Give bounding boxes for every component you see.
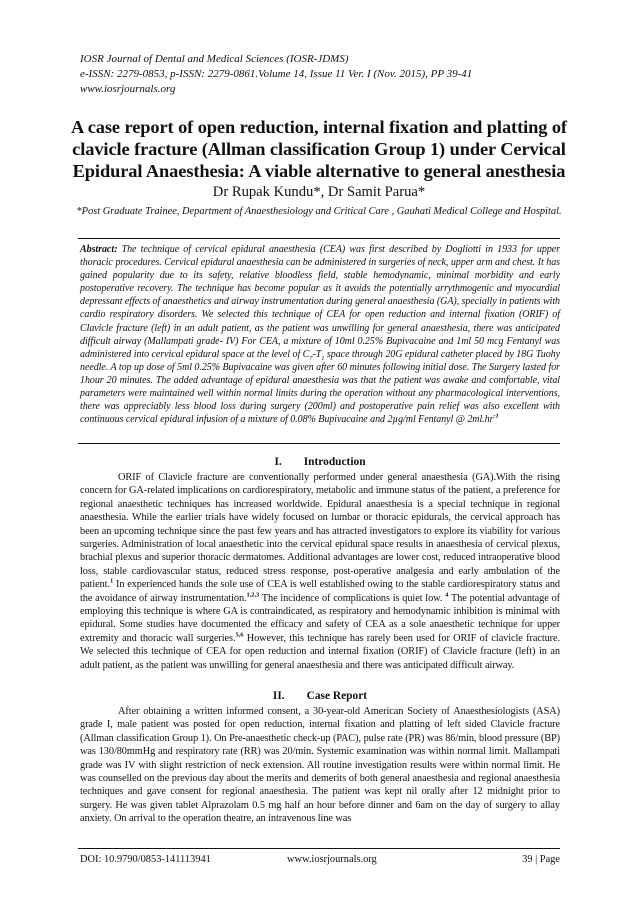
citation: 4 — [445, 591, 449, 599]
abstract — [80, 243, 560, 426]
journal-issn: e-ISSN: 2279-0853, p-ISSN: 2279-0861.Volume 14, Issue 11 Ver. I (Nov. 2015), PP 39-41 — [80, 68, 473, 80]
footer-divider — [78, 848, 560, 849]
abstract-text-2: -T — [312, 348, 322, 360]
section-number: I. — [274, 456, 282, 468]
introduction-paragraph: ORIF of Clavicle fracture are conventionally performed under general anaesthesia (GA).With the rising concern for GA-related implications on cardiorespiratory, metabolic and immune status of the patient, a preference for regional anaesthetic techniques has increased worldwide. Epidural anaesthesia is a special technique in regional anaesthesia. While the earlier trials have widely focused on lumbar or thoracic epidurals, the cervical approach has been an upcoming technique since the past few years and has attracted investigators to explore its viability for various surgeries. Administration of local anaesthetic into the cervical epidural space results in anaesthesia of cervical plexus, brachial plexus and superior thoracic dermatomes. Additional advantages are lower cost, reduced intraoperative blood loss, stable cardiovascular status, reduced stress response, post-operative analgesia and early ambulation of the patient.$^1$ In experienced hands the sole use of CEA is well established owing to the stable cardiorespiratory status and the avoidance of airway instrumentation.$^{1,2,3}$ The incidence of complications is quiet low. $^4$ The potential advantage of employing this technique is where GA is contraindicated, as respiratory and hemodynamic inhibition is minimal with epidural. Some studies have documented the efficacy and safety of CEA as a sole anaesthetic technique for upper extremity and thoracic wall surgeries.$^{5,6}$ However, this technique has rarely been used for ORIF of clavicle fracture. We selected this technique of CEA for open reduction and internal fixation (ORIF) of Clavicle fracture (left) in an adult patient, as the patient was unwilling for general anaesthesia and there was anticipated difficult airway. — [80, 472, 561, 671]
section-title: Introduction — [303, 456, 366, 468]
abstract-text-1: The technique of cervical epidural anaesthesia (CEA) was first described by Dogliotti in 1933 for upper thoracic procedures. Cervical epidural anaesthesia can be administered in surgeries of neck, upper arm and chest. It has gained popularity due to its safety, relative bloodless field, stable hemodynamic, minimal morbidity and early postoperative recovery. The technique has become popular as it avoids the potentially arrythmogenic and myocardial depressant effects of anaesthetics and airway instrumentation during general anaesthesia (GA), specially in patients with cardio respiratory disorders. We selected this technique of CEA for open reduction and internal fixation (ORIF) of Clavicle fracture (left) in an adult patient, as the patient was unwilling for general anaesthesia, there was anticipated difficult airway (Mallampati grade- IV) For CEA, a mixture of 10ml 0.25% Bupivacaine and 1ml 50 mcg Fentanyl was administered into cervical epidural space at the level of C — [80, 244, 560, 360]
author-affiliation: *Post Graduate Trainee, Department of Anaesthesiology and Critical Care , Gauhati Medical College and Hospital. — [76, 206, 562, 217]
abstract-sub-b: 1 — [321, 354, 325, 362]
section-heading-case-report — [80, 689, 560, 703]
footer-page-number: 39 | Page — [522, 854, 560, 865]
section-title: Case Report — [306, 690, 368, 702]
journal-website: www.iosrjournals.org — [80, 83, 176, 95]
author-list: Dr Rupak Kundu*, Dr Samit Parua* — [212, 184, 426, 200]
citation: 1 — [109, 577, 114, 585]
case-report-paragraph: After obtaining a written informed consent, a 30-year-old American Society of Anaesthesiologists (ASA) grade I, male patient was posted for open reduction, internal fixation and platting of left sided Clavicle fracture (Allman classification Group 1). On Pre-anaesthetic check-up (PAC), pulse rate (PR) was 86/min, blood pressure (BP) was 130/80mmHg and respiratory rate (RR) was 20/min. Systemic examination was within normal limit. Mallampati grade was IV with slight restriction of neck extension. All routine investigation results were within normal limit. He was counselled on the previous day about the merits and demerits of both general anaesthesia and regional anaesthesia techniques and gave consent for regional anaesthesia. The patient was kept nil orally after 12 midnight prior to surgery. He was given tablet Alprazolam 0.5 mg half an hour before dinner and 6am on the day of surgery to allay anxiety. On arrival to the operation theatre, an intravenous line was — [80, 706, 560, 825]
citation: 1,2,3 — [246, 591, 260, 599]
page-footer — [80, 853, 560, 867]
footer-website: www.iosrjournals.org — [287, 854, 377, 865]
section-heading-introduction — [80, 455, 560, 469]
abstract-label: Abstract: — [80, 244, 118, 255]
journal-header — [80, 52, 560, 97]
abstract-sub-a: 7 — [309, 354, 313, 362]
paper-title: A case report of open reduction, internal fixation and platting of clavicle fracture (Allman classification Group 1) under Cervical Epidural Anaesthesia: A viable alternative to general anesthesia — [71, 117, 567, 181]
footer-doi: DOI: 10.9790/0853-141113941 — [80, 854, 211, 865]
section-number: II. — [272, 690, 285, 702]
citation: 5,6 — [235, 631, 244, 639]
abstract-text-3: space through 20G epidural catheter placed by 18G Tuohy needle. A top up dose of 5ml 0.25% Bupivacaine was given after 60 minutes following initial dose. The Surgery lasted for 1hour 20 minutes. The added advantage of epidural anaesthesia was that the patient was awake and comfortable, vital parameters were maintained well within normal limits during the operation without any pharmacological interventions, there was appreciably less blood loss during surgery (200ml) and postoperative pain relief was also excellent with continuous cervical epidural infusion of a mixture of 0.08% Bupivacaine and 2µg/ml Fentanyl @ 2ml.hr — [80, 348, 560, 426]
abstract-sup-end: -1 — [493, 412, 499, 420]
journal-name: IOSR Journal of Dental and Medical Sciences (IOSR-JDMS) — [80, 53, 349, 65]
